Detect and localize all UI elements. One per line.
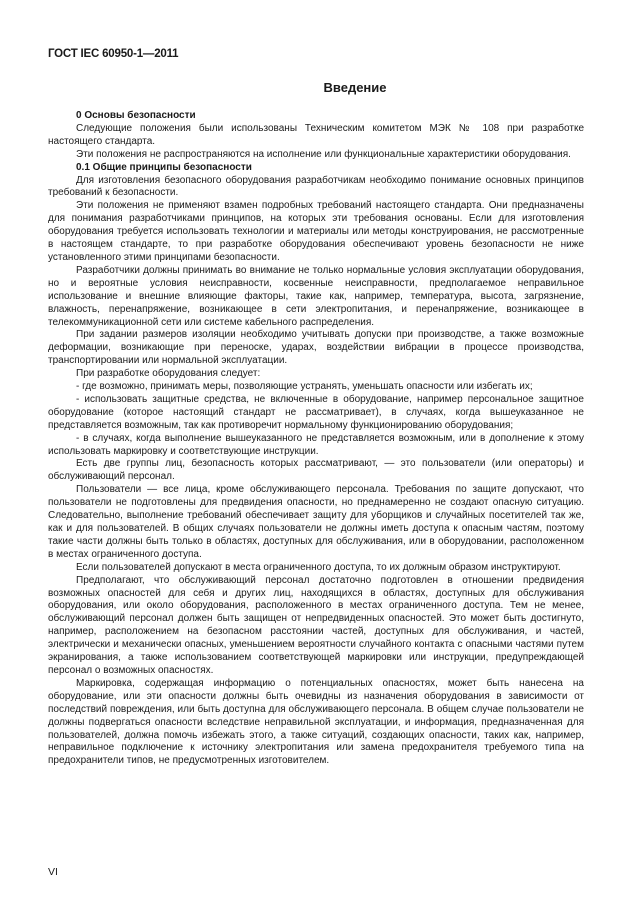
paragraph: Если пользователей допускают в места ограниченного доступа, то их должным образом инструктируют.: [76, 561, 561, 573]
paragraph: Для изготовления безопасного оборудования разработчикам необходимо понимание основных принципов требований к безопасности.: [48, 174, 584, 199]
section-heading: 0.1 Общие принципы безопасности: [76, 161, 252, 173]
standard-designation: ГОСТ IEC 60950-1—2011: [48, 48, 179, 60]
list-item: - использовать защитные средства, не включенные в оборудование, например персональное защитное оборудование (которое настоящий стандарт не рассматривает), в случаях, когда вышеуказанное не представляется возможным, так как противоречит нормальному функционированию оборудования;: [48, 393, 584, 431]
section-heading: 0 Основы безопасности: [76, 110, 196, 121]
document-body: [48, 110, 584, 768]
page-number: VI: [48, 866, 58, 878]
page-title: Введение: [323, 80, 387, 95]
paragraph: Следующие положения были использованы Техническим комитетом МЭК № 108 при разработке настоящего стандарта.: [48, 122, 584, 147]
list-item: - где возможно, принимать меры, позволяющие устранять, уменьшать опасности или избегать их;: [76, 381, 533, 393]
paragraph: Пользователи — все лица, кроме обслуживающего персонала. Требования по защите допускают, что пользователи не подготовлены для предвидения опасности, но преднамеренно не создают опасную ситуацию. Следовательно, выполнение требований обеспечивает защиту для уборщиков и случайных посетителей так же, как и для пользователей. В общих случаях пользователи не должны иметь доступа к опасным частям, поэтому такие части должны быть только в областях, доступных для обслуживания, или в оборудовании, расположенном в местах ограниченного доступа.: [48, 484, 584, 560]
paragraph: Эти положения не распространяются на исполнение или функциональные характеристики оборудования.: [76, 148, 571, 160]
paragraph: Разработчики должны принимать во внимание не только нормальные условия эксплуатации оборудования, но и вероятные условия неисправности, косвенные неисправности, предполагаемое неправильное использование и внешние влияющие факторы, такие как, например, температура, высота, загрязнение, влажность, перенапряжение, возникающее в сети электропитания, и перенапряжение, возникающее в телекоммуникационной сети или системе кабельного распределения.: [48, 264, 584, 328]
paragraph: Эти положения не применяют взамен подробных требований настоящего стандарта. Они предназначены для понимания разработчиками принципов, на которых эти требования основаны. Если для изготовления оборудования требуется использовать технологии и материалы или методы конструирования, не рассмотренные в настоящем стандарте, то при разработке оборудования обеспечивают уровень безопасности не ниже установленного этими принципами безопасности.: [48, 200, 584, 263]
paragraph: Есть две группы лиц, безопасность которых рассматривают, — это пользователи (или операторы) и обслуживающий персонал.: [48, 458, 584, 483]
paragraph: Предполагают, что обслуживающий персонал достаточно подготовлен в отношении предвидения возможных опасностей для себя и других лиц, находящихся в областях, доступных для обслуживания оборудования, или около оборудования, расположенного в местах ограниченного доступа. Тем не менее, обслуживающий персонал должен быть защищен от непредвиденных опасностей. Это может быть достигнуто, например, расположением на безопасном расстоянии частей, доступных для обслуживания, и частей, электрически и механически опасных, уменьшением вероятности случайного контакта с опасными частями путем экранирования, а также использованием соответствующей маркировки или инструкции, предупреждающей персонал о возможных опасностях.: [48, 574, 584, 676]
paragraph: При разработке оборудования следует:: [76, 368, 261, 380]
list-item: - в случаях, когда выполнение вышеуказанного не представляется возможным, или в дополнение к этому использовать маркировку и соответствующие инструкции.: [48, 432, 584, 457]
paragraph: При задании размеров изоляции необходимо учитывать допуски при производстве, а также возможные деформации, возникающие при переноске, ударах, воздействии вибрации в процессе производства, транспортировании или нормальной эксплуатации.: [48, 329, 584, 367]
paragraph: Маркировка, содержащая информацию о потенциальных опасностях, может быть нанесена на оборудование, или эти опасности должны быть очевидны из назначения оборудования в зависимости от последствий повреждения, или быть доступна для обслуживающего персонала. В общем случае пользователи не должны подвергаться опасности вследствие неправильной эксплуатации, и информация, предназначенная для пользователей, должна помочь избежать этого, а также ситуаций, создающих опасности, таких как, например, неправильное подключение к источнику электропитания или замена предохранителя требуемого типа на предохранители типов, не предусмотренных изготовителем.: [48, 677, 584, 767]
